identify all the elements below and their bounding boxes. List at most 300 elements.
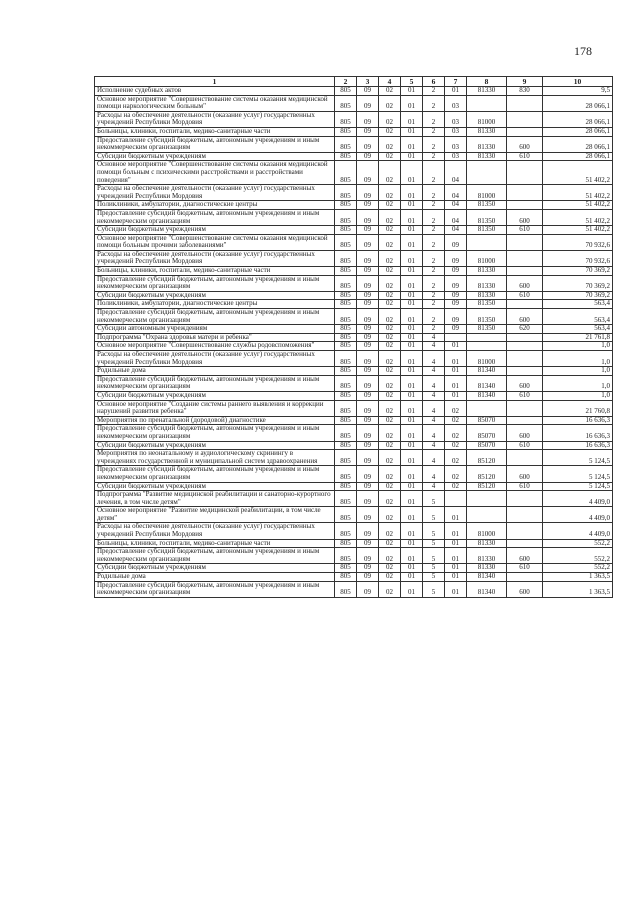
row-name: Субсидии бюджетным учреждениям <box>95 291 335 300</box>
program-code: 01 <box>401 564 423 573</box>
program-code: 01 <box>401 309 423 325</box>
measure-code: 03 <box>445 111 467 127</box>
subsection-code: 02 <box>379 351 401 367</box>
row-name: Субсидии бюджетным учреждениям <box>95 226 335 235</box>
expense-code: 81330 <box>467 539 507 548</box>
subsection-code: 02 <box>379 425 401 441</box>
section-code: 09 <box>357 275 379 291</box>
expense-code: 81000 <box>467 185 507 201</box>
row-amount: 70 932,6 <box>543 250 613 266</box>
subsection-code: 02 <box>379 291 401 300</box>
ministry-code: 805 <box>335 450 357 466</box>
expense-code: 85070 <box>467 416 507 425</box>
row-name: Предоставление субсидий бюджетным, автономным учреждениям и иным некоммерческим организациям <box>95 581 335 597</box>
subprogram-code: 2 <box>423 291 445 300</box>
table-row <box>95 201 613 210</box>
subsection-code: 02 <box>379 523 401 539</box>
expense-code: 81340 <box>467 367 507 376</box>
measure-code: 02 <box>445 400 467 416</box>
program-code: 01 <box>401 267 423 276</box>
table-row <box>95 441 613 450</box>
measure-code: 02 <box>445 466 467 482</box>
measure-code: 09 <box>445 234 467 250</box>
expense-code: 81330 <box>467 127 507 136</box>
table-row <box>95 491 613 507</box>
program-code: 01 <box>401 300 423 309</box>
row-amount: 1,0 <box>543 342 613 351</box>
measure-code: 01 <box>445 391 467 400</box>
program-code: 01 <box>401 333 423 342</box>
ministry-code: 805 <box>335 309 357 325</box>
section-code: 09 <box>357 367 379 376</box>
row-amount: 16 636,3 <box>543 441 613 450</box>
ministry-code: 805 <box>335 367 357 376</box>
expense-code: 81330 <box>467 275 507 291</box>
subprogram-code: 2 <box>423 152 445 161</box>
program-code: 01 <box>401 111 423 127</box>
row-name: Подпрограмма "Развитие медицинской реабилитации и санаторно-курортного лечения, в том числе детям" <box>95 491 335 507</box>
section-code: 09 <box>357 300 379 309</box>
subprogram-code: 2 <box>423 275 445 291</box>
type-code: 610 <box>507 482 543 491</box>
subsection-code: 02 <box>379 416 401 425</box>
row-amount: 1 363,5 <box>543 581 613 597</box>
subsection-code: 02 <box>379 185 401 201</box>
expense-code: 81000 <box>467 250 507 266</box>
ministry-code: 805 <box>335 482 357 491</box>
section-code: 09 <box>357 491 379 507</box>
row-name: Исполнение судебных актов <box>95 87 335 96</box>
program-code: 01 <box>401 548 423 564</box>
table-row <box>95 152 613 161</box>
section-code: 09 <box>357 95 379 111</box>
expense-code <box>467 333 507 342</box>
row-name: Предоставление субсидий бюджетным, автономным учреждениям и иным некоммерческим организациям <box>95 309 335 325</box>
ministry-code: 805 <box>335 548 357 564</box>
ministry-code: 805 <box>335 127 357 136</box>
measure-code <box>445 491 467 507</box>
row-name: Подпрограмма "Охрана здоровья матери и ребенка" <box>95 333 335 342</box>
subsection-code: 02 <box>379 161 401 185</box>
section-code: 09 <box>357 333 379 342</box>
program-code: 01 <box>401 342 423 351</box>
program-code: 01 <box>401 291 423 300</box>
subprogram-code: 5 <box>423 573 445 582</box>
section-code: 09 <box>357 136 379 152</box>
expense-code: 81330 <box>467 548 507 564</box>
measure-code: 09 <box>445 309 467 325</box>
table-row <box>95 425 613 441</box>
ministry-code: 805 <box>335 250 357 266</box>
type-code: 600 <box>507 136 543 152</box>
expense-code: 81330 <box>467 564 507 573</box>
measure-code: 01 <box>445 548 467 564</box>
section-code: 09 <box>357 441 379 450</box>
ministry-code: 805 <box>335 136 357 152</box>
row-name: Расходы на обеспечение деятельности (оказание услуг) государственных учреждений Республики Мордовия <box>95 111 335 127</box>
column-header: 6 <box>423 77 445 87</box>
measure-code: 03 <box>445 127 467 136</box>
program-code: 01 <box>401 416 423 425</box>
ministry-code: 805 <box>335 161 357 185</box>
row-amount: 51 402,2 <box>543 185 613 201</box>
section-code: 09 <box>357 201 379 210</box>
measure-code: 04 <box>445 185 467 201</box>
row-amount: 1,0 <box>543 391 613 400</box>
measure-code: 03 <box>445 95 467 111</box>
subsection-code: 02 <box>379 226 401 235</box>
expense-code <box>467 161 507 185</box>
subprogram-code: 4 <box>423 400 445 416</box>
row-name: Мероприятия по пренатальной (дородовой) диагностике <box>95 416 335 425</box>
subsection-code: 02 <box>379 367 401 376</box>
ministry-code: 805 <box>335 87 357 96</box>
subsection-code: 02 <box>379 325 401 334</box>
table-row <box>95 161 613 185</box>
ministry-code: 805 <box>335 275 357 291</box>
measure-code: 01 <box>445 564 467 573</box>
table-row <box>95 300 613 309</box>
row-name: Расходы на обеспечение деятельности (оказание услуг) государственных учреждений Республики Мордовия <box>95 250 335 266</box>
subprogram-code: 2 <box>423 201 445 210</box>
table-row <box>95 309 613 325</box>
subprogram-code: 5 <box>423 548 445 564</box>
expense-code: 81000 <box>467 351 507 367</box>
row-amount: 70 932,6 <box>543 234 613 250</box>
measure-code: 01 <box>445 342 467 351</box>
row-name: Основное мероприятие "Совершенствование службы родовспоможения" <box>95 342 335 351</box>
ministry-code: 805 <box>335 185 357 201</box>
program-code: 01 <box>401 185 423 201</box>
ministry-code: 805 <box>335 507 357 523</box>
program-code: 01 <box>401 226 423 235</box>
type-code: 610 <box>507 391 543 400</box>
subsection-code: 02 <box>379 152 401 161</box>
section-code: 09 <box>357 267 379 276</box>
subprogram-code: 4 <box>423 351 445 367</box>
section-code: 09 <box>357 450 379 466</box>
measure-code: 01 <box>445 539 467 548</box>
ministry-code: 805 <box>335 581 357 597</box>
program-code: 01 <box>401 152 423 161</box>
table-row <box>95 95 613 111</box>
subsection-code: 02 <box>379 548 401 564</box>
subprogram-code: 2 <box>423 226 445 235</box>
ministry-code: 805 <box>335 267 357 276</box>
table-row <box>95 539 613 548</box>
program-code: 01 <box>401 441 423 450</box>
subprogram-code: 5 <box>423 507 445 523</box>
subprogram-code: 2 <box>423 87 445 96</box>
subsection-code: 02 <box>379 441 401 450</box>
expense-code: 85070 <box>467 441 507 450</box>
subprogram-code: 4 <box>423 367 445 376</box>
row-amount: 28 066,1 <box>543 111 613 127</box>
measure-code: 04 <box>445 209 467 225</box>
expense-code: 81330 <box>467 136 507 152</box>
subprogram-code: 4 <box>423 466 445 482</box>
table-row <box>95 333 613 342</box>
ministry-code: 805 <box>335 391 357 400</box>
measure-code: 02 <box>445 441 467 450</box>
expense-code <box>467 507 507 523</box>
subsection-code: 02 <box>379 581 401 597</box>
type-code: 610 <box>507 441 543 450</box>
ministry-code: 805 <box>335 466 357 482</box>
table-row <box>95 127 613 136</box>
row-amount: 5 124,5 <box>543 482 613 491</box>
subprogram-code: 2 <box>423 161 445 185</box>
subprogram-code: 2 <box>423 267 445 276</box>
subprogram-code: 2 <box>423 95 445 111</box>
type-code: 600 <box>507 375 543 391</box>
section-code: 09 <box>357 291 379 300</box>
ministry-code: 805 <box>335 441 357 450</box>
subprogram-code: 5 <box>423 581 445 597</box>
ministry-code: 805 <box>335 234 357 250</box>
subsection-code: 02 <box>379 127 401 136</box>
ministry-code: 805 <box>335 375 357 391</box>
row-name: Больницы, клиники, госпитали, медико-санитарные части <box>95 127 335 136</box>
table-row <box>95 466 613 482</box>
measure-code: 04 <box>445 161 467 185</box>
subsection-code: 02 <box>379 400 401 416</box>
program-code: 01 <box>401 209 423 225</box>
subprogram-code: 4 <box>423 375 445 391</box>
measure-code: 01 <box>445 375 467 391</box>
table-row <box>95 325 613 334</box>
table-row <box>95 548 613 564</box>
type-code: 600 <box>507 466 543 482</box>
subsection-code: 02 <box>379 136 401 152</box>
expense-code: 81000 <box>467 523 507 539</box>
row-name: Основное мероприятие "Создание системы раннего выявления и коррекции нарушений развития ребенка" <box>95 400 335 416</box>
section-code: 09 <box>357 548 379 564</box>
program-code: 01 <box>401 201 423 210</box>
row-name: Предоставление субсидий бюджетным, автономным учреждениям и иным некоммерческим организациям <box>95 136 335 152</box>
program-code: 01 <box>401 275 423 291</box>
section-code: 09 <box>357 152 379 161</box>
row-amount: 28 066,1 <box>543 95 613 111</box>
type-code: 600 <box>507 425 543 441</box>
subsection-code: 02 <box>379 391 401 400</box>
type-code <box>507 491 543 507</box>
section-code: 09 <box>357 507 379 523</box>
row-amount: 51 402,2 <box>543 209 613 225</box>
row-name: Предоставление субсидий бюджетным, автономным учреждениям и иным некоммерческим организациям <box>95 548 335 564</box>
subsection-code: 02 <box>379 309 401 325</box>
measure-code: 01 <box>445 581 467 597</box>
expense-code: 81350 <box>467 300 507 309</box>
section-code: 09 <box>357 391 379 400</box>
section-code: 09 <box>357 161 379 185</box>
subsection-code: 02 <box>379 87 401 96</box>
ministry-code: 805 <box>335 416 357 425</box>
expense-code: 81350 <box>467 226 507 235</box>
section-code: 09 <box>357 375 379 391</box>
section-code: 09 <box>357 400 379 416</box>
row-amount: 1 363,5 <box>543 573 613 582</box>
subprogram-code: 5 <box>423 523 445 539</box>
page-number: 178 <box>574 44 592 58</box>
expense-code: 81330 <box>467 291 507 300</box>
program-code: 01 <box>401 581 423 597</box>
subprogram-code: 5 <box>423 564 445 573</box>
measure-code: 02 <box>445 425 467 441</box>
program-code: 01 <box>401 523 423 539</box>
type-code <box>507 367 543 376</box>
type-code: 610 <box>507 291 543 300</box>
subprogram-code: 4 <box>423 342 445 351</box>
row-amount: 16 636,3 <box>543 425 613 441</box>
subprogram-code: 4 <box>423 391 445 400</box>
section-code: 09 <box>357 309 379 325</box>
subprogram-code: 5 <box>423 539 445 548</box>
subprogram-code: 2 <box>423 300 445 309</box>
subsection-code: 02 <box>379 209 401 225</box>
subprogram-code: 2 <box>423 127 445 136</box>
program-code: 01 <box>401 351 423 367</box>
type-code: 600 <box>507 309 543 325</box>
type-code <box>507 573 543 582</box>
expense-code: 81340 <box>467 573 507 582</box>
type-code <box>507 95 543 111</box>
row-amount: 1,0 <box>543 375 613 391</box>
row-name: Субсидии бюджетным учреждениям <box>95 441 335 450</box>
row-amount: 9,5 <box>543 87 613 96</box>
subsection-code: 02 <box>379 539 401 548</box>
expense-code <box>467 400 507 416</box>
row-amount: 70 369,2 <box>543 275 613 291</box>
table-row <box>95 234 613 250</box>
row-amount: 21 761,8 <box>543 333 613 342</box>
measure-code: 04 <box>445 226 467 235</box>
column-header: 3 <box>357 77 379 87</box>
subsection-code: 02 <box>379 300 401 309</box>
table-row <box>95 507 613 523</box>
expense-code <box>467 491 507 507</box>
ministry-code: 805 <box>335 342 357 351</box>
subsection-code: 02 <box>379 573 401 582</box>
ministry-code: 805 <box>335 491 357 507</box>
subsection-code: 02 <box>379 333 401 342</box>
measure-code: 01 <box>445 367 467 376</box>
section-code: 09 <box>357 482 379 491</box>
row-name: Больницы, клиники, госпитали, медико-санитарные части <box>95 267 335 276</box>
ministry-code: 805 <box>335 111 357 127</box>
subsection-code: 02 <box>379 564 401 573</box>
expense-code: 85120 <box>467 450 507 466</box>
program-code: 01 <box>401 367 423 376</box>
type-code: 600 <box>507 209 543 225</box>
type-code: 610 <box>507 226 543 235</box>
measure-code: 09 <box>445 267 467 276</box>
expense-code: 81330 <box>467 87 507 96</box>
subsection-code: 02 <box>379 250 401 266</box>
row-name: Расходы на обеспечение деятельности (оказание услуг) государственных учреждений Республики Мордовия <box>95 185 335 201</box>
subprogram-code: 4 <box>423 450 445 466</box>
expense-code: 85070 <box>467 425 507 441</box>
program-code: 01 <box>401 136 423 152</box>
ministry-code: 805 <box>335 573 357 582</box>
row-amount: 4 409,0 <box>543 491 613 507</box>
expense-code: 85120 <box>467 482 507 491</box>
row-amount: 16 636,3 <box>543 416 613 425</box>
expense-code <box>467 342 507 351</box>
ministry-code: 805 <box>335 201 357 210</box>
program-code: 01 <box>401 95 423 111</box>
ministry-code: 805 <box>335 325 357 334</box>
table-row <box>95 523 613 539</box>
subsection-code: 02 <box>379 491 401 507</box>
section-code: 09 <box>357 185 379 201</box>
expense-code: 81000 <box>467 111 507 127</box>
section-code: 09 <box>357 87 379 96</box>
measure-code: 02 <box>445 416 467 425</box>
ministry-code: 805 <box>335 425 357 441</box>
row-amount: 4 409,0 <box>543 523 613 539</box>
row-name: Субсидии бюджетным учреждениям <box>95 391 335 400</box>
table-row <box>95 581 613 597</box>
ministry-code: 805 <box>335 564 357 573</box>
ministry-code: 805 <box>335 351 357 367</box>
type-code: 830 <box>507 87 543 96</box>
row-name: Субсидии автономным учреждениям <box>95 325 335 334</box>
row-name: Основное мероприятие "Совершенствование системы оказания медицинской помощи наркологическим больным" <box>95 95 335 111</box>
expense-code: 81330 <box>467 152 507 161</box>
table-row <box>95 87 613 96</box>
subprogram-code: 2 <box>423 185 445 201</box>
column-header: 2 <box>335 77 357 87</box>
row-name: Больницы, клиники, госпитали, медико-санитарные части <box>95 539 335 548</box>
ministry-code: 805 <box>335 152 357 161</box>
program-code: 01 <box>401 425 423 441</box>
measure-code: 01 <box>445 351 467 367</box>
type-code <box>507 351 543 367</box>
measure-code: 09 <box>445 250 467 266</box>
subprogram-code: 2 <box>423 250 445 266</box>
expense-code: 81350 <box>467 309 507 325</box>
row-amount: 51 402,2 <box>543 201 613 210</box>
expense-code <box>467 234 507 250</box>
section-code: 09 <box>357 342 379 351</box>
row-name: Субсидии бюджетным учреждениям <box>95 152 335 161</box>
column-header: 4 <box>379 77 401 87</box>
row-name: Субсидии бюджетным учреждениям <box>95 482 335 491</box>
table-row <box>95 185 613 201</box>
table-row <box>95 400 613 416</box>
table-row <box>95 564 613 573</box>
column-header: 1 <box>95 77 335 87</box>
measure-code: 01 <box>445 523 467 539</box>
measure-code: 01 <box>445 87 467 96</box>
table-row <box>95 375 613 391</box>
table-row <box>95 111 613 127</box>
row-amount: 4 409,0 <box>543 507 613 523</box>
table-body <box>95 87 613 598</box>
section-code: 09 <box>357 234 379 250</box>
section-code: 09 <box>357 127 379 136</box>
subsection-code: 02 <box>379 482 401 491</box>
row-amount: 563,4 <box>543 309 613 325</box>
column-header: 5 <box>401 77 423 87</box>
row-amount: 1,0 <box>543 367 613 376</box>
type-code <box>507 400 543 416</box>
subprogram-code: 4 <box>423 441 445 450</box>
section-code: 09 <box>357 226 379 235</box>
subprogram-code: 2 <box>423 209 445 225</box>
subprogram-code: 5 <box>423 491 445 507</box>
